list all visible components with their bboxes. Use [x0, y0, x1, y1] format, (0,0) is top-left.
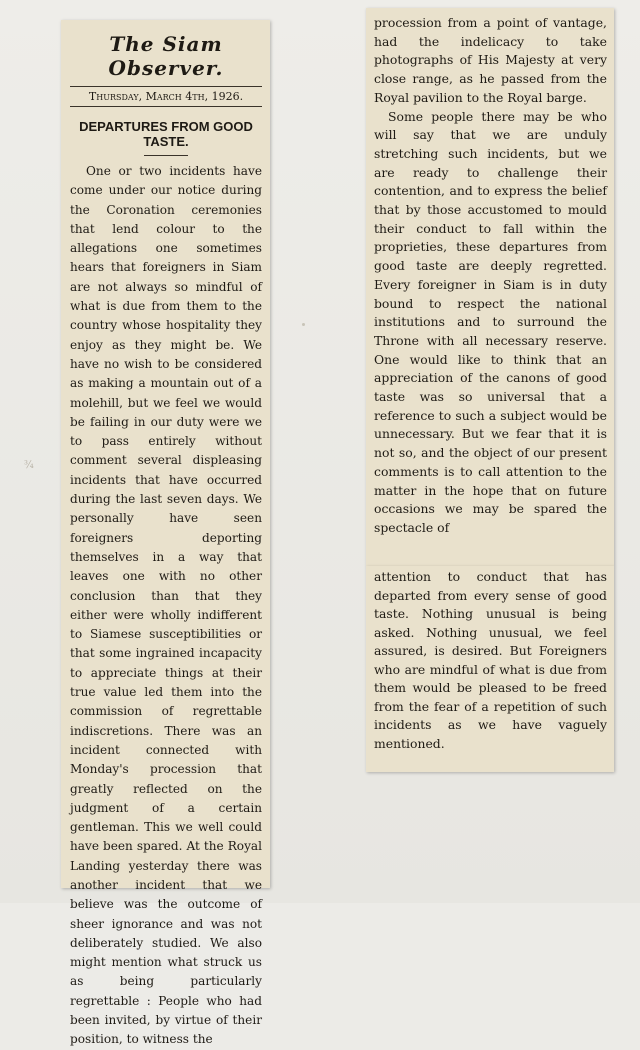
headline-rule [144, 155, 188, 156]
clipping-left [61, 20, 270, 1047]
clipping-right-lower [366, 566, 614, 772]
paper-mark: ¾ [24, 460, 34, 471]
article-headline: DEPARTURES FROM GOOD TASTE. [79, 119, 253, 149]
article-column-2-paragraph: Some people there may be who will say that we are unduly stretching such incidents, but we are ready to challenge their contention, and to express the belief that by those accustomed to mould their conduct to fall within the proprieties, these departures from good taste are deeply regretted. Every foreigner in Siam is in duty bound to respect the national institutions and to surround the Throne with all necessary reserve. One would like to think that an appreciation of the canons of good taste was so universal that a reference to such a subject would be unnecessary. But we fear that it is not so, and the object of our present comments is to call attention to the matter in the hope that on future occasions we may be spared the spectacle of [374, 108, 607, 535]
article-column-1: One or two incidents have come under our notice during the Coronation ceremonies that lend colour to the allegations one sometimes hears that foreigners in Siam are not always so mindful of what is due from them to the country whose hospitality they enjoy as they might be. We have no wish to be considered as making a mountain out of a molehill, but we feel we would be failing in our duty were we to pass entirely without comment several displeasing incidents that have occurred during the last seven days. We personally have seen foreigners deporting themselves in a way that leaves one with no other conclusion than that they either were wholly indifferent to Siamese susceptibilities or that some ingrained incapacity to appreciate things at their true value led them into the commission of regrettable indiscretions. There was an incident connected with Monday's procession that greatly reflected on the judgment of a certain gentleman. This we well could have been spared. At the Royal Landing yesterday there was another incident that we believe was the outcome of sheer ignorance and was not deliberately studied. We also might mention what struck us as being particularly regrettable : People who had been invited, by virtue of their position, to witness the [70, 164, 262, 1047]
article-column-2-top: procession from a point of vantage, had the indelicacy to take photographs of His Majesty at very close range, as he passed from the Royal pavilion to the Royal barge. [374, 15, 607, 105]
paper-speck [302, 323, 305, 326]
clipping-right-upper [366, 8, 614, 566]
newspaper-masthead: The Siam Observer. [108, 32, 224, 80]
article-column-2-continued: attention to conduct that has departed from every sense of good taste. Nothing unusual is being asked. Nothing unusual, we feel assured, is desired. But Foreigners who are mindful of what is due from them would be pleased to be freed from the fear of a repetition of such incidents as we have vaguely mentioned. [374, 569, 607, 751]
dateline: Thursday, March 4th, 1926. [70, 86, 262, 107]
